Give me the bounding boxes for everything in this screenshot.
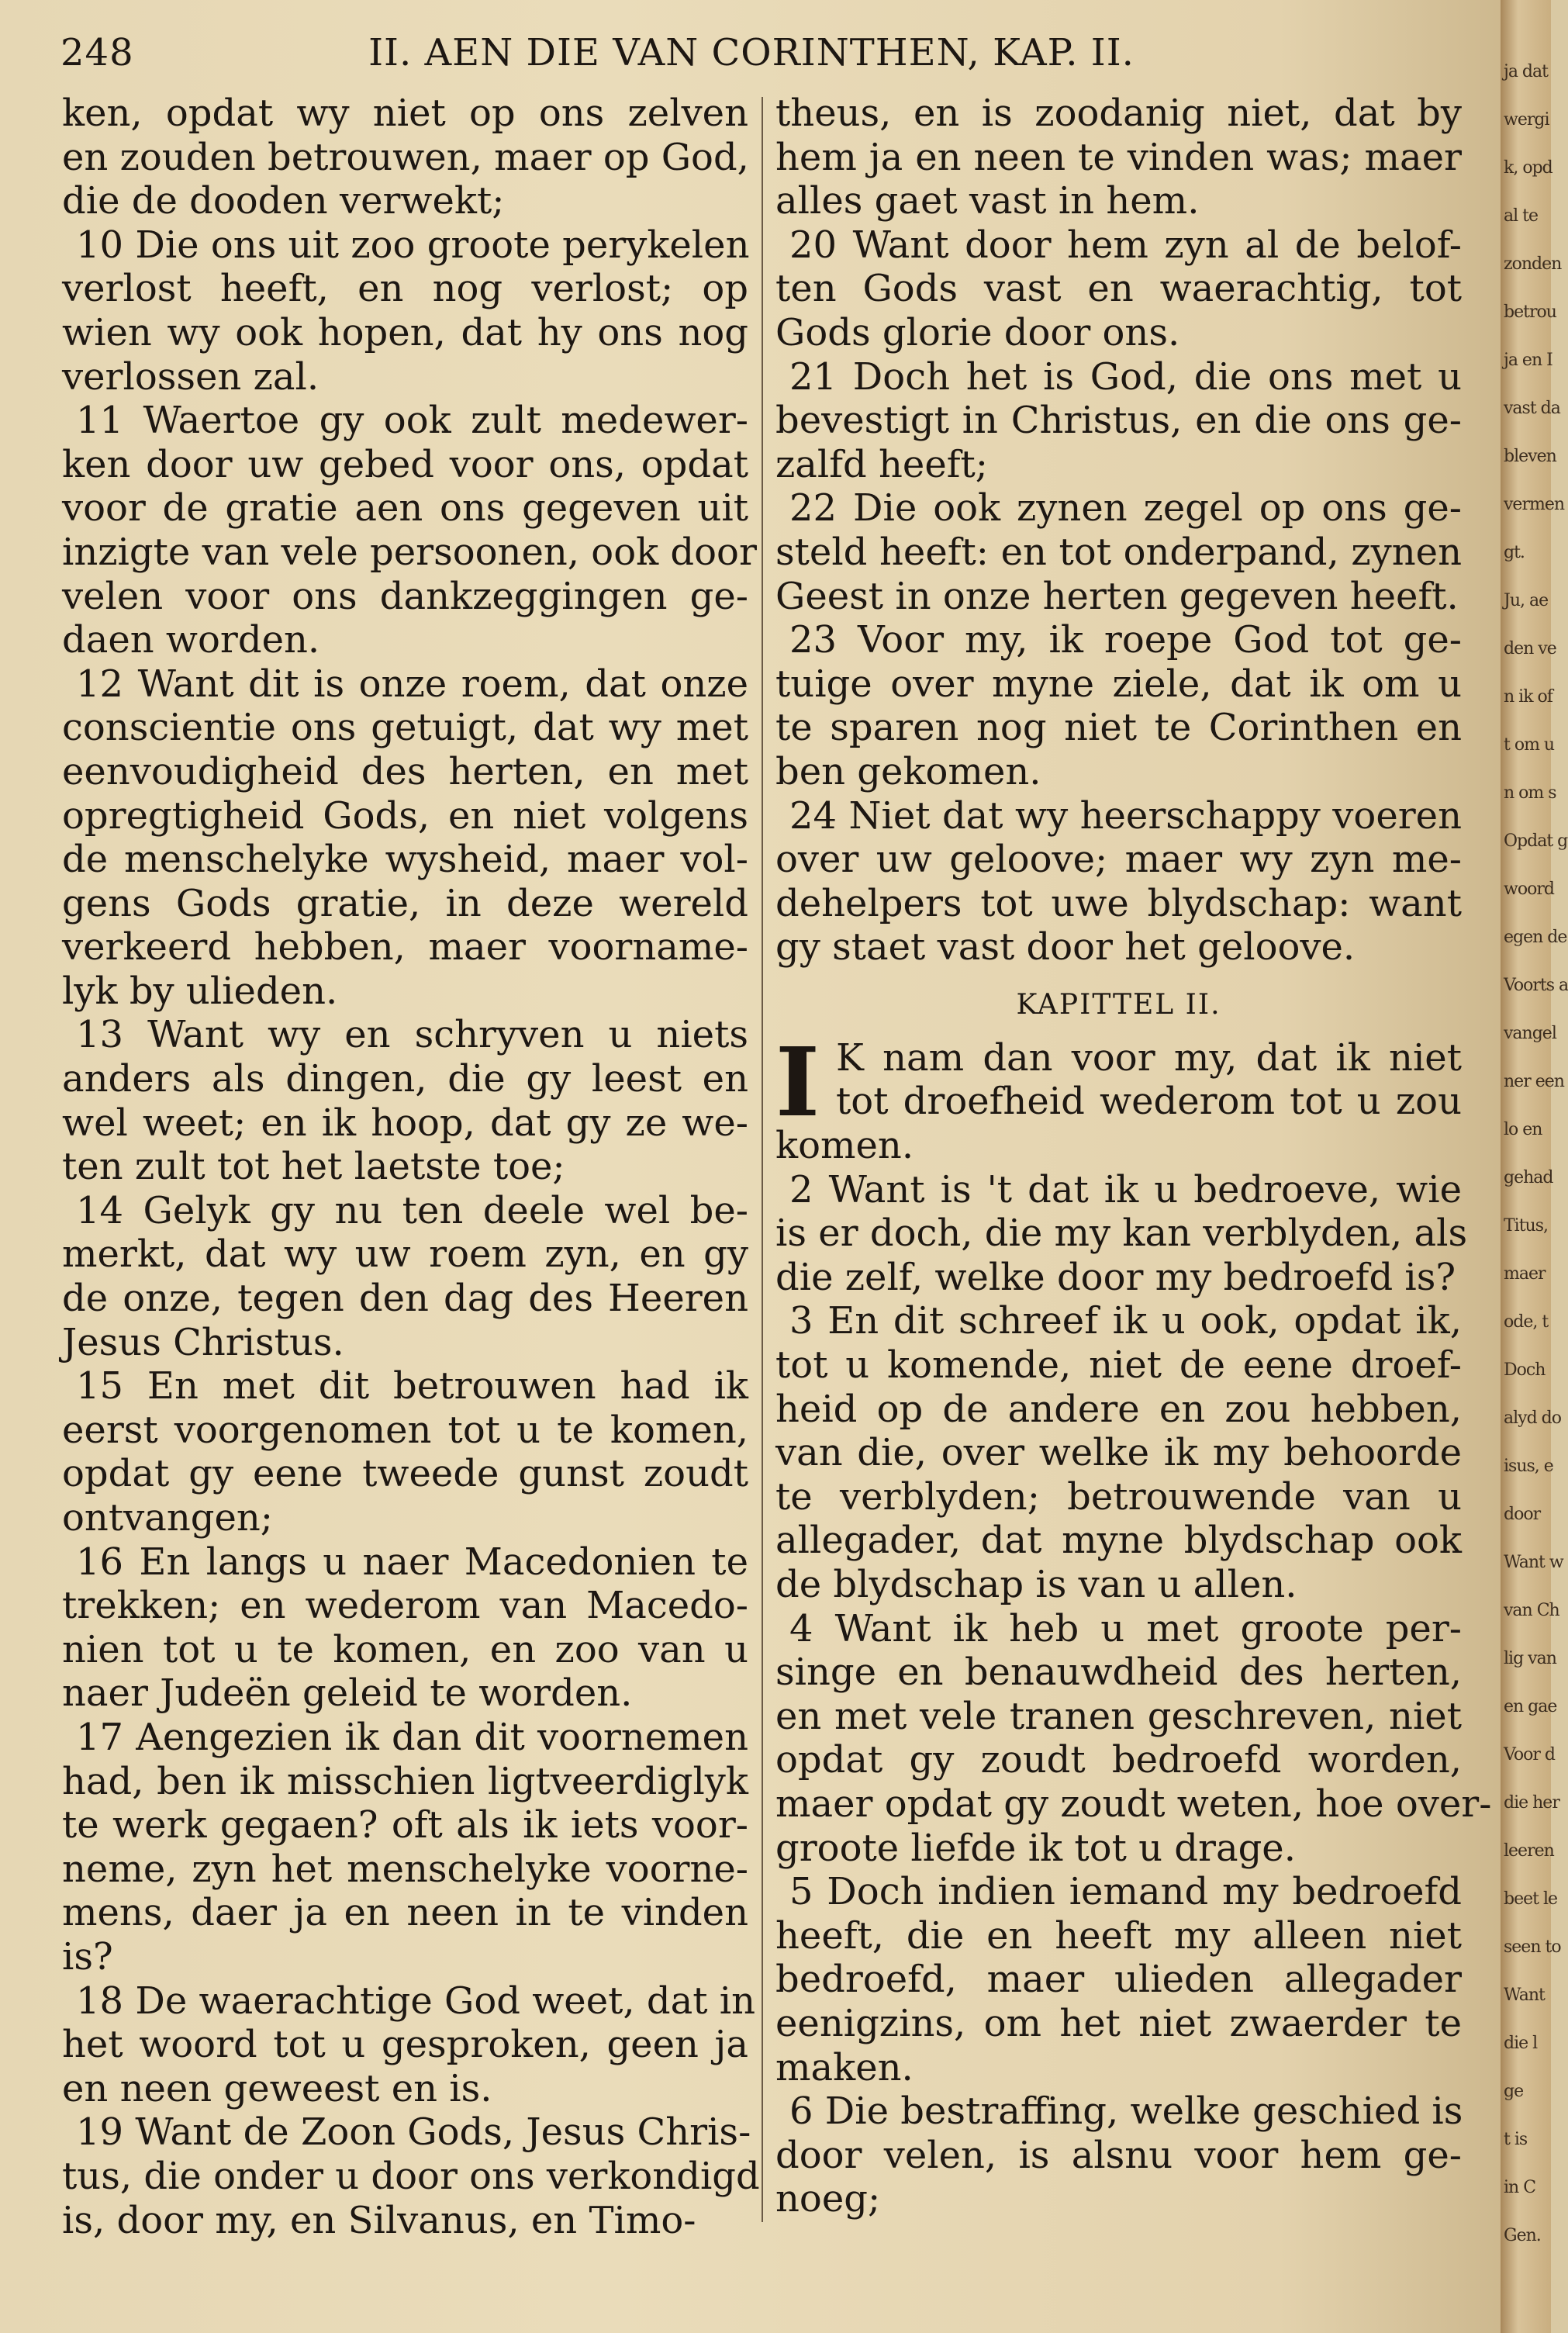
chapter-first-line: K nam dan voor my, dat ik niet bbox=[836, 1035, 1462, 1080]
text-line: merkt, dat wy uw roem zyn, en gy bbox=[62, 1232, 748, 1277]
text-line: steld heeft: en tot onderpand, zynen bbox=[775, 530, 1462, 574]
text-line: alles gaet vast in hem. bbox=[775, 179, 1200, 223]
text-line: heeft, die en heeft my alleen niet bbox=[775, 1913, 1462, 1958]
running-title: II. AEN DIE VAN CORINTHEN, KAP. II. bbox=[368, 31, 1135, 74]
text-line: door velen, is alsnu voor hem ge- bbox=[775, 2133, 1462, 2177]
text-line: trekken; en wederom van Macedo- bbox=[62, 1584, 748, 1628]
text-line: tot u komende, niet de eene droef- bbox=[775, 1343, 1462, 1388]
text-line: 11 Waertoe gy ook zult medewer- bbox=[76, 399, 748, 443]
column-divider bbox=[762, 97, 763, 2222]
adjacent-page-fragment: t om u bbox=[1504, 735, 1555, 755]
text-line: is? bbox=[62, 1934, 113, 1979]
page-number: 248 bbox=[60, 31, 134, 74]
text-line: theus, en is zoodanig niet, dat by bbox=[775, 92, 1462, 135]
text-line: over uw geloove; maer wy zyn me- bbox=[775, 838, 1462, 882]
text-line: inzigte van vele persoonen, ook door bbox=[62, 530, 757, 574]
text-line: 6 Die bestraffing, welke geschied is bbox=[789, 2089, 1463, 2134]
text-line: wien wy ook hopen, dat hy ons nog bbox=[62, 310, 748, 354]
adjacent-page-fragment: wergi bbox=[1504, 110, 1549, 130]
text-line: hem ja en neen te vinden was; maer bbox=[775, 135, 1462, 179]
text-line: 3 En dit schreef ik u ook, opdat ik, bbox=[789, 1299, 1462, 1343]
adjacent-page-fragment: door bbox=[1504, 1505, 1541, 1524]
text-line: te werk gegaen? oft als ik iets voor- bbox=[62, 1803, 748, 1847]
text-line: 12 Want dit is onze roem, dat onze bbox=[76, 662, 748, 706]
text-line: had, ben ik misschien ligtveerdiglyk bbox=[62, 1759, 748, 1803]
text-line: noeg; bbox=[775, 2177, 881, 2221]
adjacent-page-fragment: van Ch bbox=[1504, 1601, 1559, 1620]
text-line: heid op de andere en zou hebben, bbox=[775, 1387, 1462, 1431]
adjacent-page-fragment: Opdat g bbox=[1504, 831, 1568, 851]
text-line: 19 Want de Zoon Gods, Jesus Chris- bbox=[76, 2110, 751, 2155]
adjacent-page-fragment: beet le bbox=[1504, 1889, 1558, 1909]
text-line: Jesus Christus. bbox=[62, 1320, 344, 1364]
text-line: 23 Voor my, ik roepe God tot ge- bbox=[789, 618, 1462, 662]
text-line: 14 Gelyk gy nu ten deele wel be- bbox=[76, 1188, 748, 1232]
adjacent-page-fragment: Doch bbox=[1504, 1360, 1546, 1380]
text-line: en zouden betrouwen, maer op God, bbox=[62, 135, 749, 179]
text-line: ken, opdat wy niet op ons zelven bbox=[62, 92, 748, 135]
text-line: 4 Want ik heb u met groote per- bbox=[789, 1606, 1462, 1650]
adjacent-page-fragment: maer bbox=[1504, 1264, 1546, 1284]
text-line: komen. bbox=[775, 1124, 914, 1168]
adjacent-page-fragment: ja en I bbox=[1504, 351, 1552, 370]
text-line: velen voor ons dankzeggingen ge- bbox=[62, 574, 748, 618]
adjacent-page-fragment: en gae bbox=[1504, 1697, 1557, 1716]
right-column-bottom bbox=[775, 1124, 1492, 2221]
text-line: naer Judeën geleid te worden. bbox=[62, 1671, 633, 1716]
adjacent-page-fragment: ja dat bbox=[1504, 62, 1548, 81]
adjacent-page-fragment: woord bbox=[1504, 880, 1554, 899]
text-line: die de dooden verwekt; bbox=[62, 179, 505, 223]
text-line: opdat gy eene tweede gunst zoudt bbox=[62, 1452, 748, 1496]
text-line: eenvoudigheid des herten, en met bbox=[62, 749, 748, 793]
adjacent-page-fragment: gt. bbox=[1504, 543, 1525, 562]
text-line: opdat gy zoudt bedroefd worden, bbox=[775, 1738, 1462, 1782]
text-line: is, door my, en Silvanus, en Timo- bbox=[62, 2198, 696, 2242]
text-line: 20 Want door hem zyn al de belof- bbox=[789, 223, 1462, 267]
text-line: maer opdat gy zoudt weten, hoe over- bbox=[775, 1782, 1492, 1826]
text-line: 5 Doch indien iemand my bedroefd bbox=[789, 1870, 1462, 1914]
text-line: 2 Want is 't dat ik u bedroeve, wie bbox=[789, 1167, 1462, 1211]
text-line: eenigzins, om het niet zwaerder te bbox=[775, 2001, 1462, 2045]
text-line: verkeerd hebben, maer voorname- bbox=[62, 925, 748, 969]
adjacent-page-fragment: ner een bbox=[1504, 1072, 1564, 1091]
text-line: ken door uw gebed voor ons, opdat bbox=[62, 442, 748, 486]
text-line: eerst voorgenomen tot u te komen, bbox=[62, 1408, 748, 1452]
text-line: tuige over myne ziele, dat ik om u bbox=[775, 662, 1462, 706]
text-line: 18 De waerachtige God weet, dat in bbox=[76, 1979, 756, 2023]
adjacent-page-fragment: Want w bbox=[1504, 1553, 1563, 1572]
adjacent-page-fragment: seen to bbox=[1504, 1937, 1561, 1957]
text-line: Geest in onze herten gegeven heeft. bbox=[775, 574, 1459, 618]
adjacent-page-fragment: n om s bbox=[1504, 783, 1556, 803]
left-column bbox=[62, 92, 760, 2242]
text-line: 24 Niet dat wy heerschappy voeren bbox=[789, 793, 1462, 838]
chapter-second-line: tot droefheid wederom tot u zou bbox=[836, 1080, 1462, 1124]
text-line: bevestigt in Christus, en die ons ge- bbox=[775, 399, 1462, 443]
text-line: ontvangen; bbox=[62, 1496, 273, 1540]
text-line: van die, over welke ik my behoorde bbox=[775, 1431, 1462, 1475]
page-header bbox=[60, 31, 1373, 78]
adjacent-page-fragment: vermen bbox=[1504, 495, 1565, 514]
text-line: neme, zyn het menschelyke voorne- bbox=[62, 1847, 748, 1891]
text-line: te sparen nog niet te Corinthen en bbox=[775, 706, 1462, 750]
text-line: de menschelyke wysheid, maer vol- bbox=[62, 838, 748, 882]
text-line: verlossen zal. bbox=[62, 354, 319, 399]
text-line: dehelpers tot uwe blydschap: want bbox=[775, 881, 1462, 925]
text-line: zalfd heeft; bbox=[775, 442, 988, 486]
adjacent-page-fragment: Titus, bbox=[1504, 1216, 1549, 1236]
text-line: ten Gods vast en waerachtig, tot bbox=[775, 267, 1462, 311]
adjacent-page-fragment: leeren bbox=[1504, 1841, 1554, 1861]
text-line: verlost heeft, en nog verlost; op bbox=[62, 267, 748, 311]
adjacent-page-fragment: alyd do bbox=[1504, 1408, 1561, 1428]
text-line: en met vele tranen geschreven, niet bbox=[775, 1694, 1462, 1738]
text-line: Gods glorie door ons. bbox=[775, 310, 1180, 354]
adjacent-page-fragment: ode, t bbox=[1504, 1312, 1549, 1332]
adjacent-page-fragment: k, opd bbox=[1504, 158, 1552, 178]
adjacent-page-fragment: n ik of bbox=[1504, 687, 1552, 707]
chapter-opening bbox=[775, 1025, 1462, 1138]
adjacent-page-fragment: lig van bbox=[1504, 1649, 1556, 1668]
text-line: is er doch, die my kan verblyden, als bbox=[775, 1211, 1468, 1256]
drop-cap: I bbox=[775, 1025, 820, 1138]
text-line: daen worden. bbox=[62, 618, 320, 662]
text-line: de onze, tegen den dag des Heeren bbox=[62, 1277, 748, 1321]
adjacent-page-fragment: vangel bbox=[1504, 1024, 1556, 1043]
text-line: 21 Doch het is God, die ons met u bbox=[789, 354, 1462, 399]
adjacent-page-fragment: al te bbox=[1504, 206, 1539, 226]
text-line: ten zult tot het laetste toe; bbox=[62, 1145, 565, 1189]
text-line: lyk by ulieden. bbox=[62, 969, 338, 1013]
text-line: maken. bbox=[775, 2045, 914, 2089]
text-line: singe en benauwdheid des herten, bbox=[775, 1650, 1462, 1695]
adjacent-page-edge bbox=[1501, 0, 1568, 2333]
right-column bbox=[775, 92, 1492, 2221]
adjacent-page-fragment: Gen. bbox=[1504, 2226, 1541, 2245]
text-line: het woord tot u gesproken, geen ja bbox=[62, 2023, 748, 2067]
text-line: allegader, dat myne blydschap ook bbox=[775, 1519, 1462, 1563]
adjacent-page-fragment: Voorts a bbox=[1504, 976, 1568, 995]
adjacent-page-fragment: die l bbox=[1504, 2034, 1538, 2053]
text-line: tus, die onder u door ons verkondigd bbox=[62, 2154, 760, 2198]
text-line: 22 Die ook zynen zegel op ons ge- bbox=[789, 486, 1462, 531]
adjacent-page-fragment: die her bbox=[1504, 1793, 1559, 1813]
text-line: nien tot u te komen, en zoo van u bbox=[62, 1627, 748, 1671]
text-line: wel weet; en ik hoop, dat gy ze we- bbox=[62, 1101, 748, 1145]
adjacent-page-fragment: gehad bbox=[1504, 1168, 1553, 1187]
adjacent-page-fragment: Want bbox=[1504, 1986, 1545, 2005]
text-line: te verblyden; betrouwende van u bbox=[775, 1474, 1462, 1519]
adjacent-page-fragment: Ju, ae bbox=[1504, 591, 1549, 610]
text-line: 17 Aengezien ik dan dit voornemen bbox=[76, 1715, 748, 1759]
text-line: de blydschap is van u allen. bbox=[775, 1563, 1297, 1606]
chapter-heading: KAPITTEL II. bbox=[1016, 988, 1221, 1021]
text-line: 10 Die ons uit zoo groote perykelen bbox=[76, 223, 750, 267]
text-line: gy staet vast door het geloove. bbox=[775, 925, 1356, 969]
adjacent-page-fragment: in C bbox=[1504, 2178, 1536, 2197]
adjacent-page-fragment: den ve bbox=[1504, 639, 1556, 658]
adjacent-page-fragment: zonden bbox=[1504, 254, 1562, 274]
text-line: die zelf, welke door my bedroefd is? bbox=[775, 1255, 1456, 1299]
text-line: 13 Want wy en schryven u niets bbox=[76, 1013, 748, 1057]
adjacent-page-fragment: egen de bbox=[1504, 928, 1567, 947]
adjacent-page-fragment: ge bbox=[1504, 2082, 1524, 2101]
text-line: 15 En met dit betrouwen had ik bbox=[76, 1364, 748, 1408]
text-line: bedroefd, maer ulieden allegader bbox=[775, 1958, 1462, 2002]
text-line: 16 En langs u naer Macedonien te bbox=[76, 1540, 748, 1584]
adjacent-page-fragment: bleven bbox=[1504, 447, 1556, 466]
text-line: groote liefde ik tot u drage. bbox=[775, 1826, 1296, 1870]
adjacent-page-fragment: isus, e bbox=[1504, 1457, 1553, 1476]
adjacent-page-fragment: betrou bbox=[1504, 302, 1556, 322]
adjacent-page-fragment: t is bbox=[1504, 2130, 1528, 2149]
adjacent-page-fragment: Voor d bbox=[1504, 1745, 1555, 1764]
text-line: anders als dingen, die gy leest en bbox=[62, 1057, 748, 1101]
text-line: gens Gods gratie, in deze wereld bbox=[62, 881, 748, 925]
right-column-top bbox=[775, 92, 1462, 969]
text-line: ben gekomen. bbox=[775, 749, 1041, 793]
text-line: conscientie ons getuigt, dat wy met bbox=[62, 706, 748, 750]
adjacent-page-fragment: vast da bbox=[1504, 399, 1560, 418]
text-line: mens, daer ja en neen in te vinden bbox=[62, 1891, 748, 1935]
text-line: opregtigheid Gods, en niet volgens bbox=[62, 793, 748, 838]
text-line: voor de gratie aen ons gegeven uit bbox=[62, 486, 748, 531]
adjacent-page-fragment: lo en bbox=[1504, 1120, 1542, 1139]
text-line: en neen geweest en is. bbox=[62, 2066, 492, 2110]
